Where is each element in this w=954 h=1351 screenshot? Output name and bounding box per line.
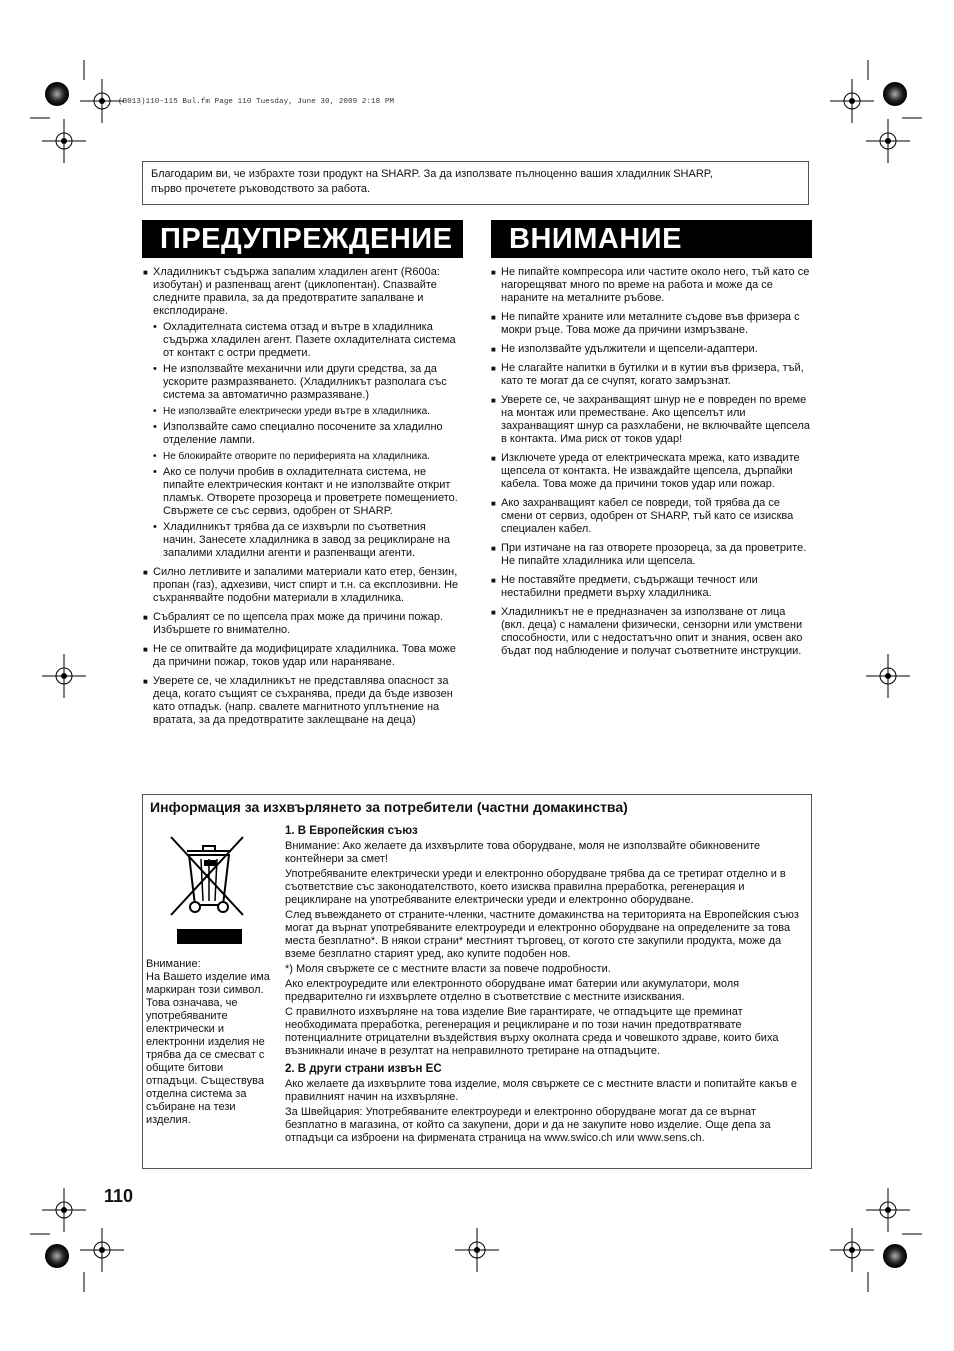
warning-subitem: • Охладителната система отзад и вътре в хладилника съдържа хладилен агент. Пазете охладителната система от контакт с остри предмети. [143,321,461,360]
warning-list [143,266,461,733]
warning-subitem: • Използвайте само специално посочените за хладилно отделение лампи. [143,421,461,447]
warning-item: ■ Силно летливите и запалими материали като етер, бензин, пропан (газ), адхезиви, чист спирт и т.н. са експлозивни. Не съхранявайте подобни материали в хладилника. [143,566,461,605]
disposal-paragraph: За Швейцария: Употребяваните електроуреди и електронно оборудване могат да се върнат безплатно в магазина, от който са закупени, дори и да не закупите ново изделие. Още депа за отпадъци са изброени на фирмената страница на www.swico.ch или www.sens.ch. [285,1106,771,1144]
caution-item: ■ Не пипайте компресора или частите около него, тъй като се нагорещяват много по време на работа и може да се нараните на металните ръбове. [491,266,811,305]
intro-line-1: Благодарим ви, че избрахте този продукт на SHARP. За да използвате пълноценно вашия хладилник SHARP, [151,168,713,180]
disposal-paragraph: *) Моля свържете се с местните власти за повече подробности. [285,963,611,975]
disposal-paragraph: След въвеждането от страните-членки, частните домакинства на територията на Европейския съюз могат да върнат употребяваните електроуреди и електронно оборудване на определените за това места безплатно*. В някои страни* местният търговец, от когото сте закупили продукта, може да вземе безплатно старият уред, ако купите подобен нов. [285,909,799,960]
crossed-bin-icon [165,833,255,948]
page-number: 110 [104,1186,134,1206]
intro-box [142,161,809,205]
warning-item: ■ Хладилникът съдържа запалим хладилен агент (R600a: изобутан) и разпенващ агент (циклопентан). Спазвайте следните правила, за да предотвратите запалване и експлодиране. [143,266,461,318]
disposal-heading-eu: 1. В Европейския съюз [285,825,418,837]
warning-subitem: • Хладилникът трябва да се изхвърли по съответния начин. Занесете хладилника в завод за рециклиране на запалими хладилни агенти и разпенващи агенти. [143,521,461,560]
warning-sublist [143,321,461,560]
caution-item: ■ Изключете уреда от електрическата мрежа, като извадите щепсела от контакта. Не изваждайте щепсела, дърпайки кабела. Това може да причини токов удар или пожар. [491,452,811,491]
warning-subitem: • Не блокирайте отворите по периферията на хладилника. [143,450,461,463]
caution-item: ■ Ако захранващият кабел се повреди, той трябва да се смени от сервиз, одобрен от SHARP, тъй като се изисква специален кабел. [491,497,811,536]
disposal-title: Информация за изхвърлянето за потребители (частни домакинства) [150,799,628,815]
warning-subitem: • Ако се получи пробив в охладителната система, не пипайте електрическия контакт и не използвайте открит пламък. Отворете прозореца и проветрете помещението. Свържете се със сервиз, одобрен от SHARP. [143,466,461,518]
disposal-heading-non-eu: 2. В други страни извън ЕС [285,1063,442,1075]
disposal-paragraph: Внимание: Ако желаете да изхвърлите това оборудване, моля не използвайте обикновените контейнери за смет! [285,840,761,865]
intro-line-2: първо прочетете ръководството за работа. [151,183,371,195]
warning-item: ■ Събралият се по щепсела прах може да причини пожар. Избършете го внимателно. [143,611,461,637]
caution-item: ■ Не използвайте удължители и щепсели-адаптери. [491,343,811,356]
file-header: (B013)110-115 Bul.fm Page 110 Tuesday, June 30, 2009 2:18 PM [118,98,395,106]
warning-item: ■ Не се опитвайте да модифицирате хладилника. Това може да причини пожар, токов удар или нараняване. [143,643,461,669]
caution-item: ■ Не пипайте храните или металните съдове във фризера с мокри ръце. Това може да причини измръзване. [491,311,811,337]
caution-item: ■ Не поставяйте предмети, съдържащи течност или нестабилни предмети върху хладилника. [491,574,811,600]
disposal-paragraph: Ако електроуредите или електронното оборудване имат батерии или акумулатори, моля предварително ги изхвърлете отделно в съответствие с местните изисквания. [285,978,740,1003]
warning-banner: ПРЕДУПРЕЖДЕНИЕ [142,220,463,258]
caution-item: ■ При изтичане на газ отворете прозореца, за да проветрите. Не пипайте хладилника или щепсела. [491,542,811,568]
disposal-paragraph: С правилното изхвърляне на това изделие Вие гарантирате, че отпадъците ще преминат необходимата преработка, регенерация и рециклиране и по този начин предотвратявате потенциалните отрицателни въздействия върху околната среда и човешкото здраве, които биха възникнали иначе в резултат на неправилното третиране на отпадъците. [285,1006,779,1057]
disposal-paragraph: Ако желаете да изхвърлите това изделие, моля свържете се с местните власти и попитайте какъв е правилният начин на изхвърляне. [285,1078,797,1103]
disposal-text [285,825,810,1147]
caution-list [491,266,811,664]
caution-item: ■ Хладилникът не е предназначен за използване от лица (вкл. деца) с намалени физически, сензорни или умствени способности, или с недостатъчно опит и знания, освен ако бъдат под наблюдение и получат съответните инструкции. [491,606,811,658]
warning-subitem: • Не използвайте механични или други средства, за да ускорите размразяването. (Хладилникът разполага със система за автоматично размразяване.) [143,363,461,402]
warning-subitem: • Не използвайте електрически уреди вътре в хладилника. [143,405,461,418]
warning-item: ■ Уверете се, че хладилникът не представлява опасност за деца, когато същият се съхранява, преди да бъде извозен като отпадък. (напр. свалете магнитното уплътнение на вратата, за да предотвратите заклещване на деца) [143,675,461,727]
caution-banner: ВНИМАНИЕ [491,220,812,258]
disposal-paragraph: Употребяваните електрически уреди и електронно оборудване трябва да се третират отделно и в съответствие със законодателството, което изисква правилна преработка, регенерация и рециклиране на употребяваните електрически уреди и електронно оборудване. [285,868,786,906]
caution-item: ■ Уверете се, че захранващият шнур не е повреден по време на монтаж или преместване. Ако щепселът или захранващият шнур са разхлабени, не включвайте щепсела в контакта. Има риск от токов удар! [491,394,811,446]
caution-item: ■ Не слагайте напитки в бутилки и в кутии във фризера, тъй, като те могат да се счупят, когато замръзнат. [491,362,811,388]
disposal-symbol-note: Внимание: На Вашето изделие има маркиран този символ. Това означава, че употребяваните електрически и електронни изделия не трябва да се смесват с общите битови отпадъци. Съществува отделна система за събиране на тези изделия. [146,958,270,1126]
